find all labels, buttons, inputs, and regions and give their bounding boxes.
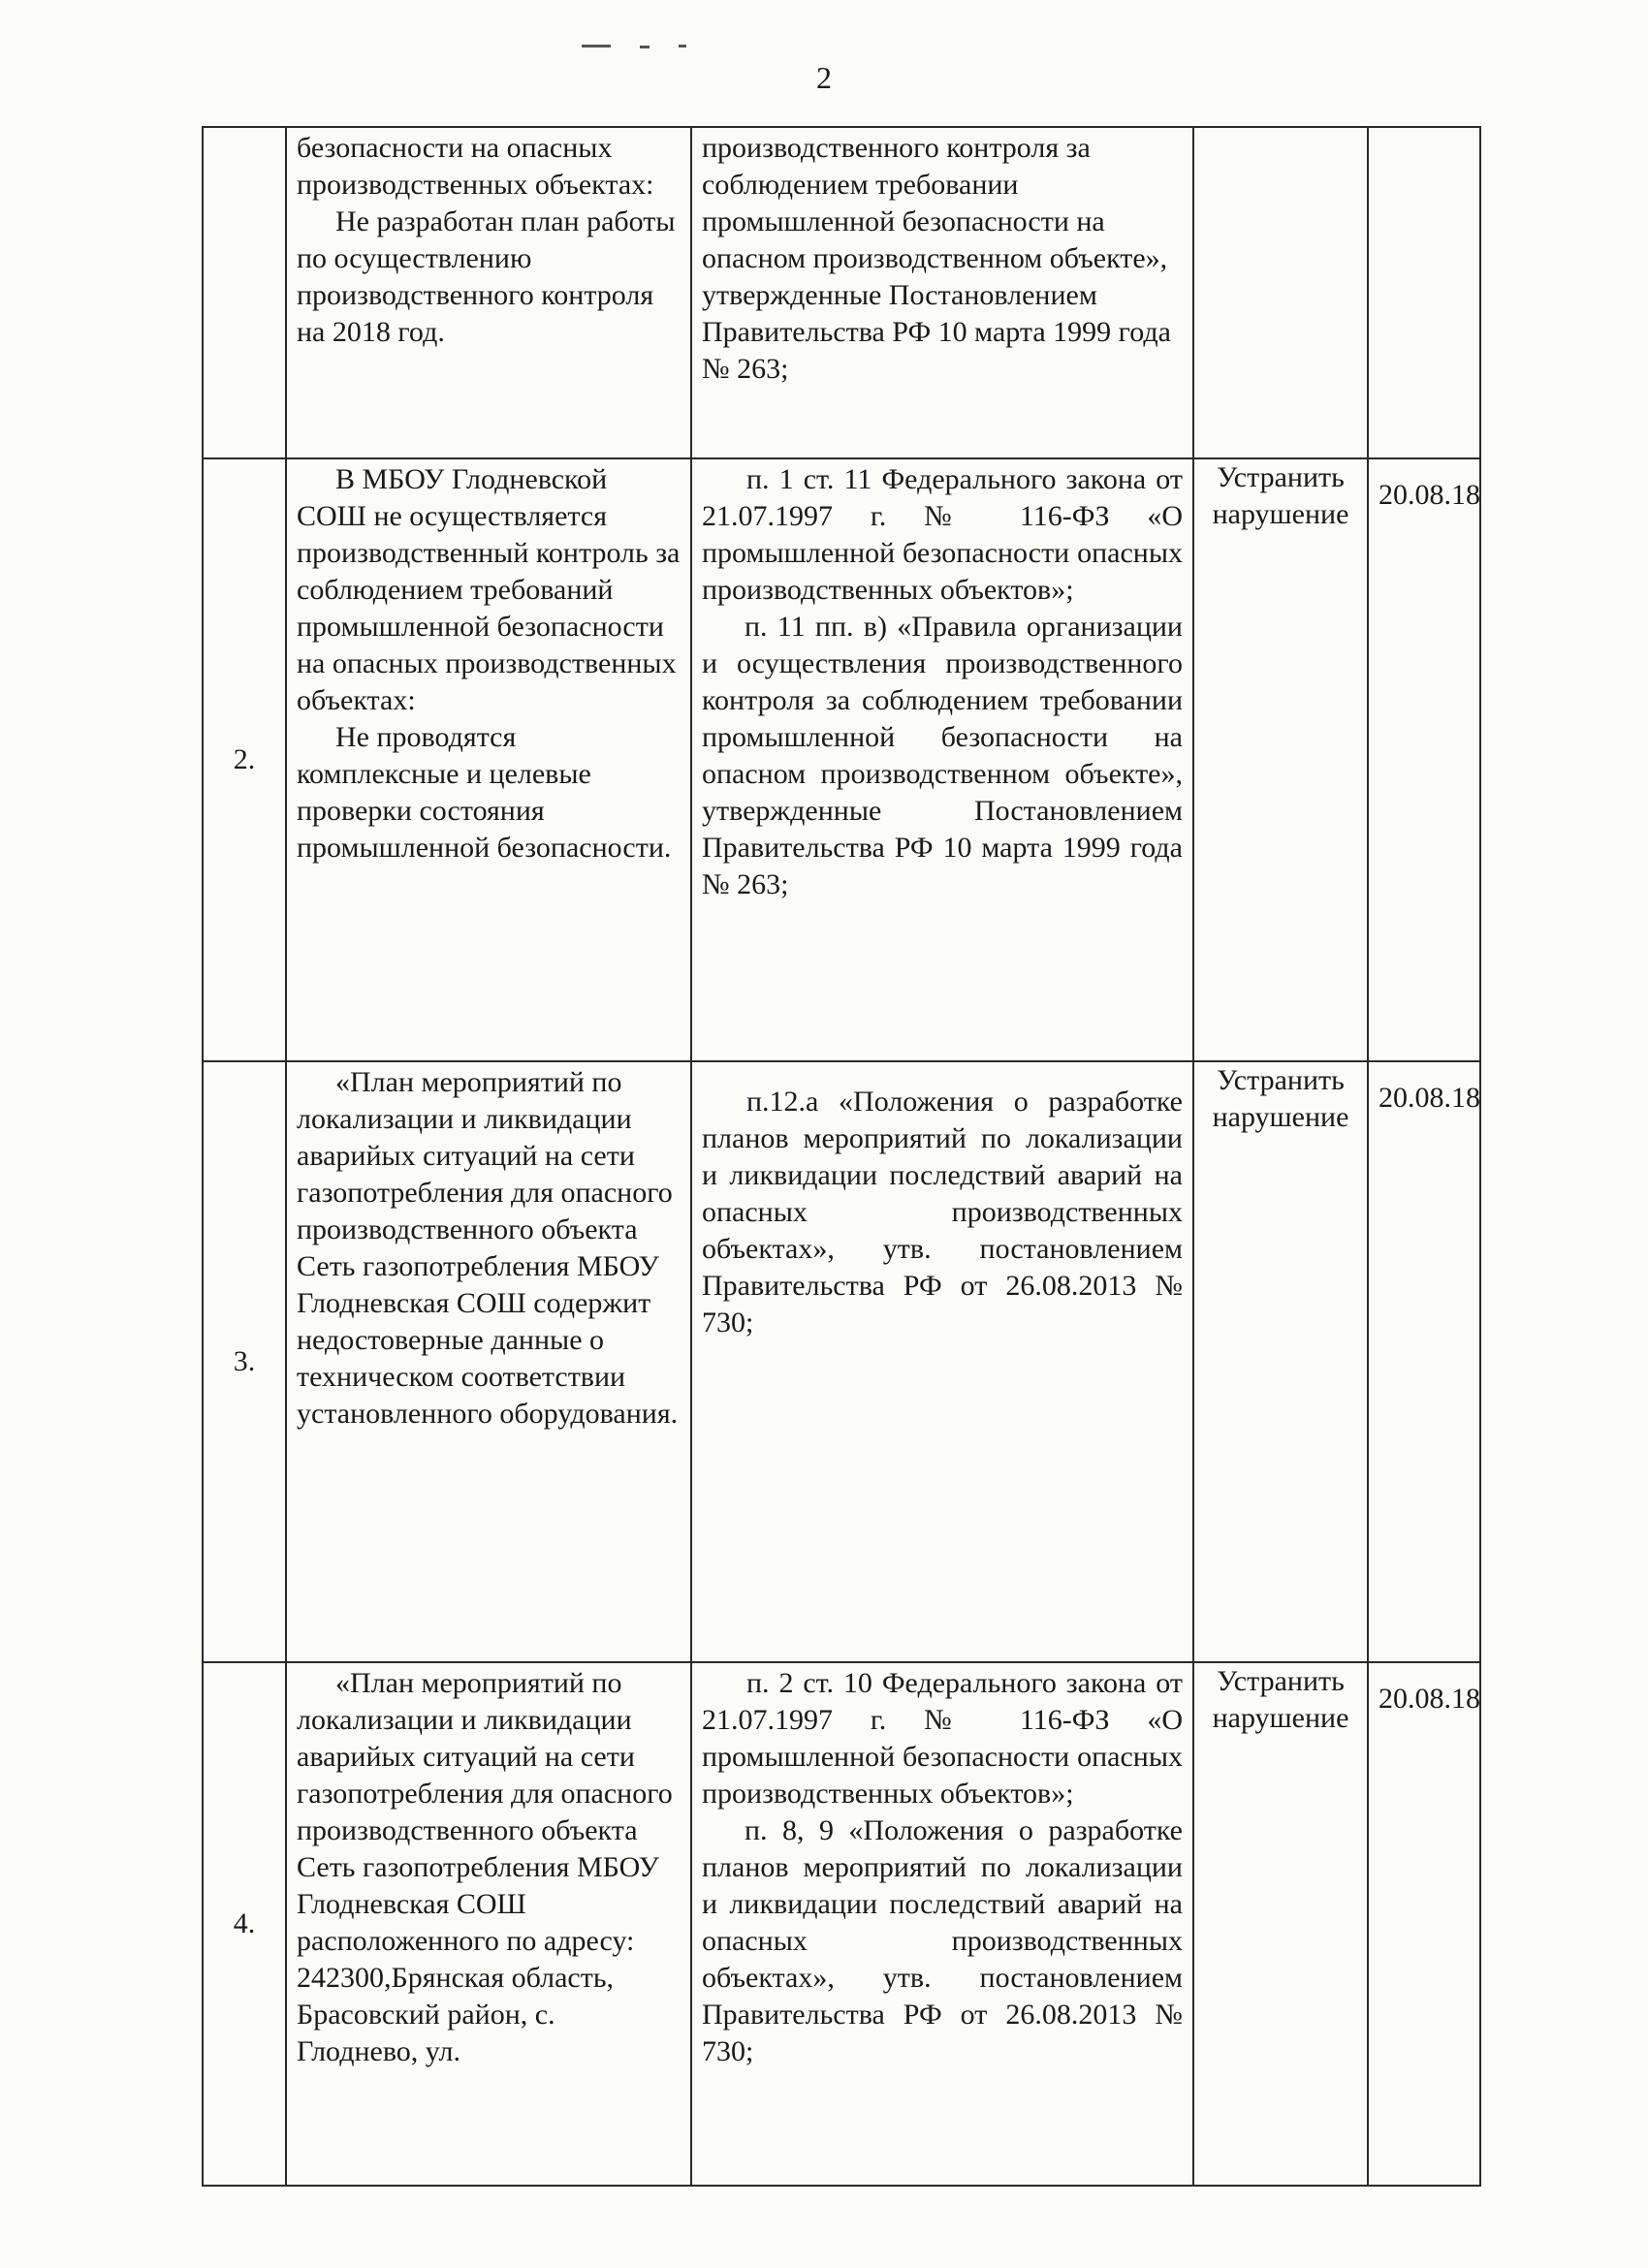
violation-description (286, 1662, 691, 2186)
description-paragraph: В МБОУ Глодневской СОШ не осуществляется производственный контроль за соблюдением требований промышленной безопасности на опасных производственных объектах: (297, 463, 681, 716)
violation-description (286, 127, 691, 458)
normative-reference (691, 458, 1193, 1061)
normative-reference (691, 1662, 1193, 2186)
row-number: 4. (203, 1662, 286, 2186)
violations-table (202, 126, 1479, 2187)
description-paragraph: безопасности на опасных производственных объектах: (297, 132, 654, 201)
scan-mark (640, 46, 650, 48)
deadline (1368, 127, 1480, 458)
description-paragraph: «План мероприятий по локализации и ликвидации аварийых ситуаций на сети газопотребления для опасного производственного объекта Сеть газопотребления МБОУ Глодневская СОШ расположенного по адресу: 242300,Брянская область, Брасовский район, с. Глоднево, ул. (297, 1667, 673, 2067)
norm-paragraph: п. 2 ст. 10 Федерального закона от 21.07.1997 г. № 116-ФЗ «О промышленной безопасности опасных производственных объектов»; (702, 1667, 1183, 1810)
required-action: Устранить нарушение (1193, 458, 1368, 1061)
scan-mark (679, 45, 686, 47)
row-number: 2. (203, 458, 286, 1061)
norm-paragraph: п.12.а «Положения о разработке планов мероприятий по локализации и ликвидации последствий аварий на опасных производственных объектах», утв. постановлением Правительства РФ от 26.08.2013 № 730; (702, 1086, 1183, 1339)
scan-mark (582, 45, 611, 47)
norm-paragraph: п. 8, 9 «Положения о разработке планов мероприятий по локализации и ликвидации последствий аварий на опасных производственных объектах», утв. постановлением Правительства РФ от 26.08.2013 № 730; (702, 1814, 1183, 2067)
table-row (203, 458, 1480, 1061)
required-action: Устранить нарушение (1193, 1662, 1368, 2186)
norm-paragraph: п. 11 пп. в) «Правила организации и осуществления производственного контроля за соблюдением требовании промышленной безопасности на опасном производственном объекте», утвержденные Постановлением Правительства РФ 10 марта 1999 года № 263; (702, 611, 1183, 900)
description-paragraph: Не разработан план работы по осуществлению производственного контроля на 2018 год. (297, 205, 676, 348)
page-number: 2 (816, 60, 832, 95)
required-action: Устранить нарушение (1193, 1061, 1368, 1662)
deadline: 20.08.18 (1368, 1662, 1480, 2186)
required-action (1193, 127, 1368, 458)
normative-reference (691, 1061, 1193, 1662)
violation-description (286, 1061, 691, 1662)
row-number: 3. (203, 1061, 286, 1662)
description-paragraph: Не проводятся комплексные и целевые проверки состояния промышленной безопасности. (297, 721, 672, 864)
table-row (203, 1662, 1480, 2186)
deadline: 20.08.18 (1368, 458, 1480, 1061)
norm-paragraph: производственного контроля за соблюдением требовании промышленной безопасности на опасном производственном объекте», утвержденные Постановлением Правительства РФ 10 марта 1999 года № 263; (702, 132, 1171, 385)
row-number (203, 127, 286, 458)
deadline: 20.08.18 (1368, 1061, 1480, 1662)
normative-reference (691, 127, 1193, 458)
norm-paragraph: п. 1 ст. 11 Федерального закона от 21.07.1997 г. № 116-ФЗ «О промышленной безопасности опасных производственных объектов»; (702, 463, 1183, 606)
description-paragraph: «План мероприятий по локализации и ликвидации аварийых ситуаций на сети газопотребления для опасного производственного объекта Сеть газопотребления МБОУ Глодневская СОШ содержит недостоверные данные о техническом соответствии установленного оборудования. (297, 1066, 679, 1430)
violation-description (286, 458, 691, 1061)
table-row (203, 127, 1480, 458)
table-row (203, 1061, 1480, 1662)
